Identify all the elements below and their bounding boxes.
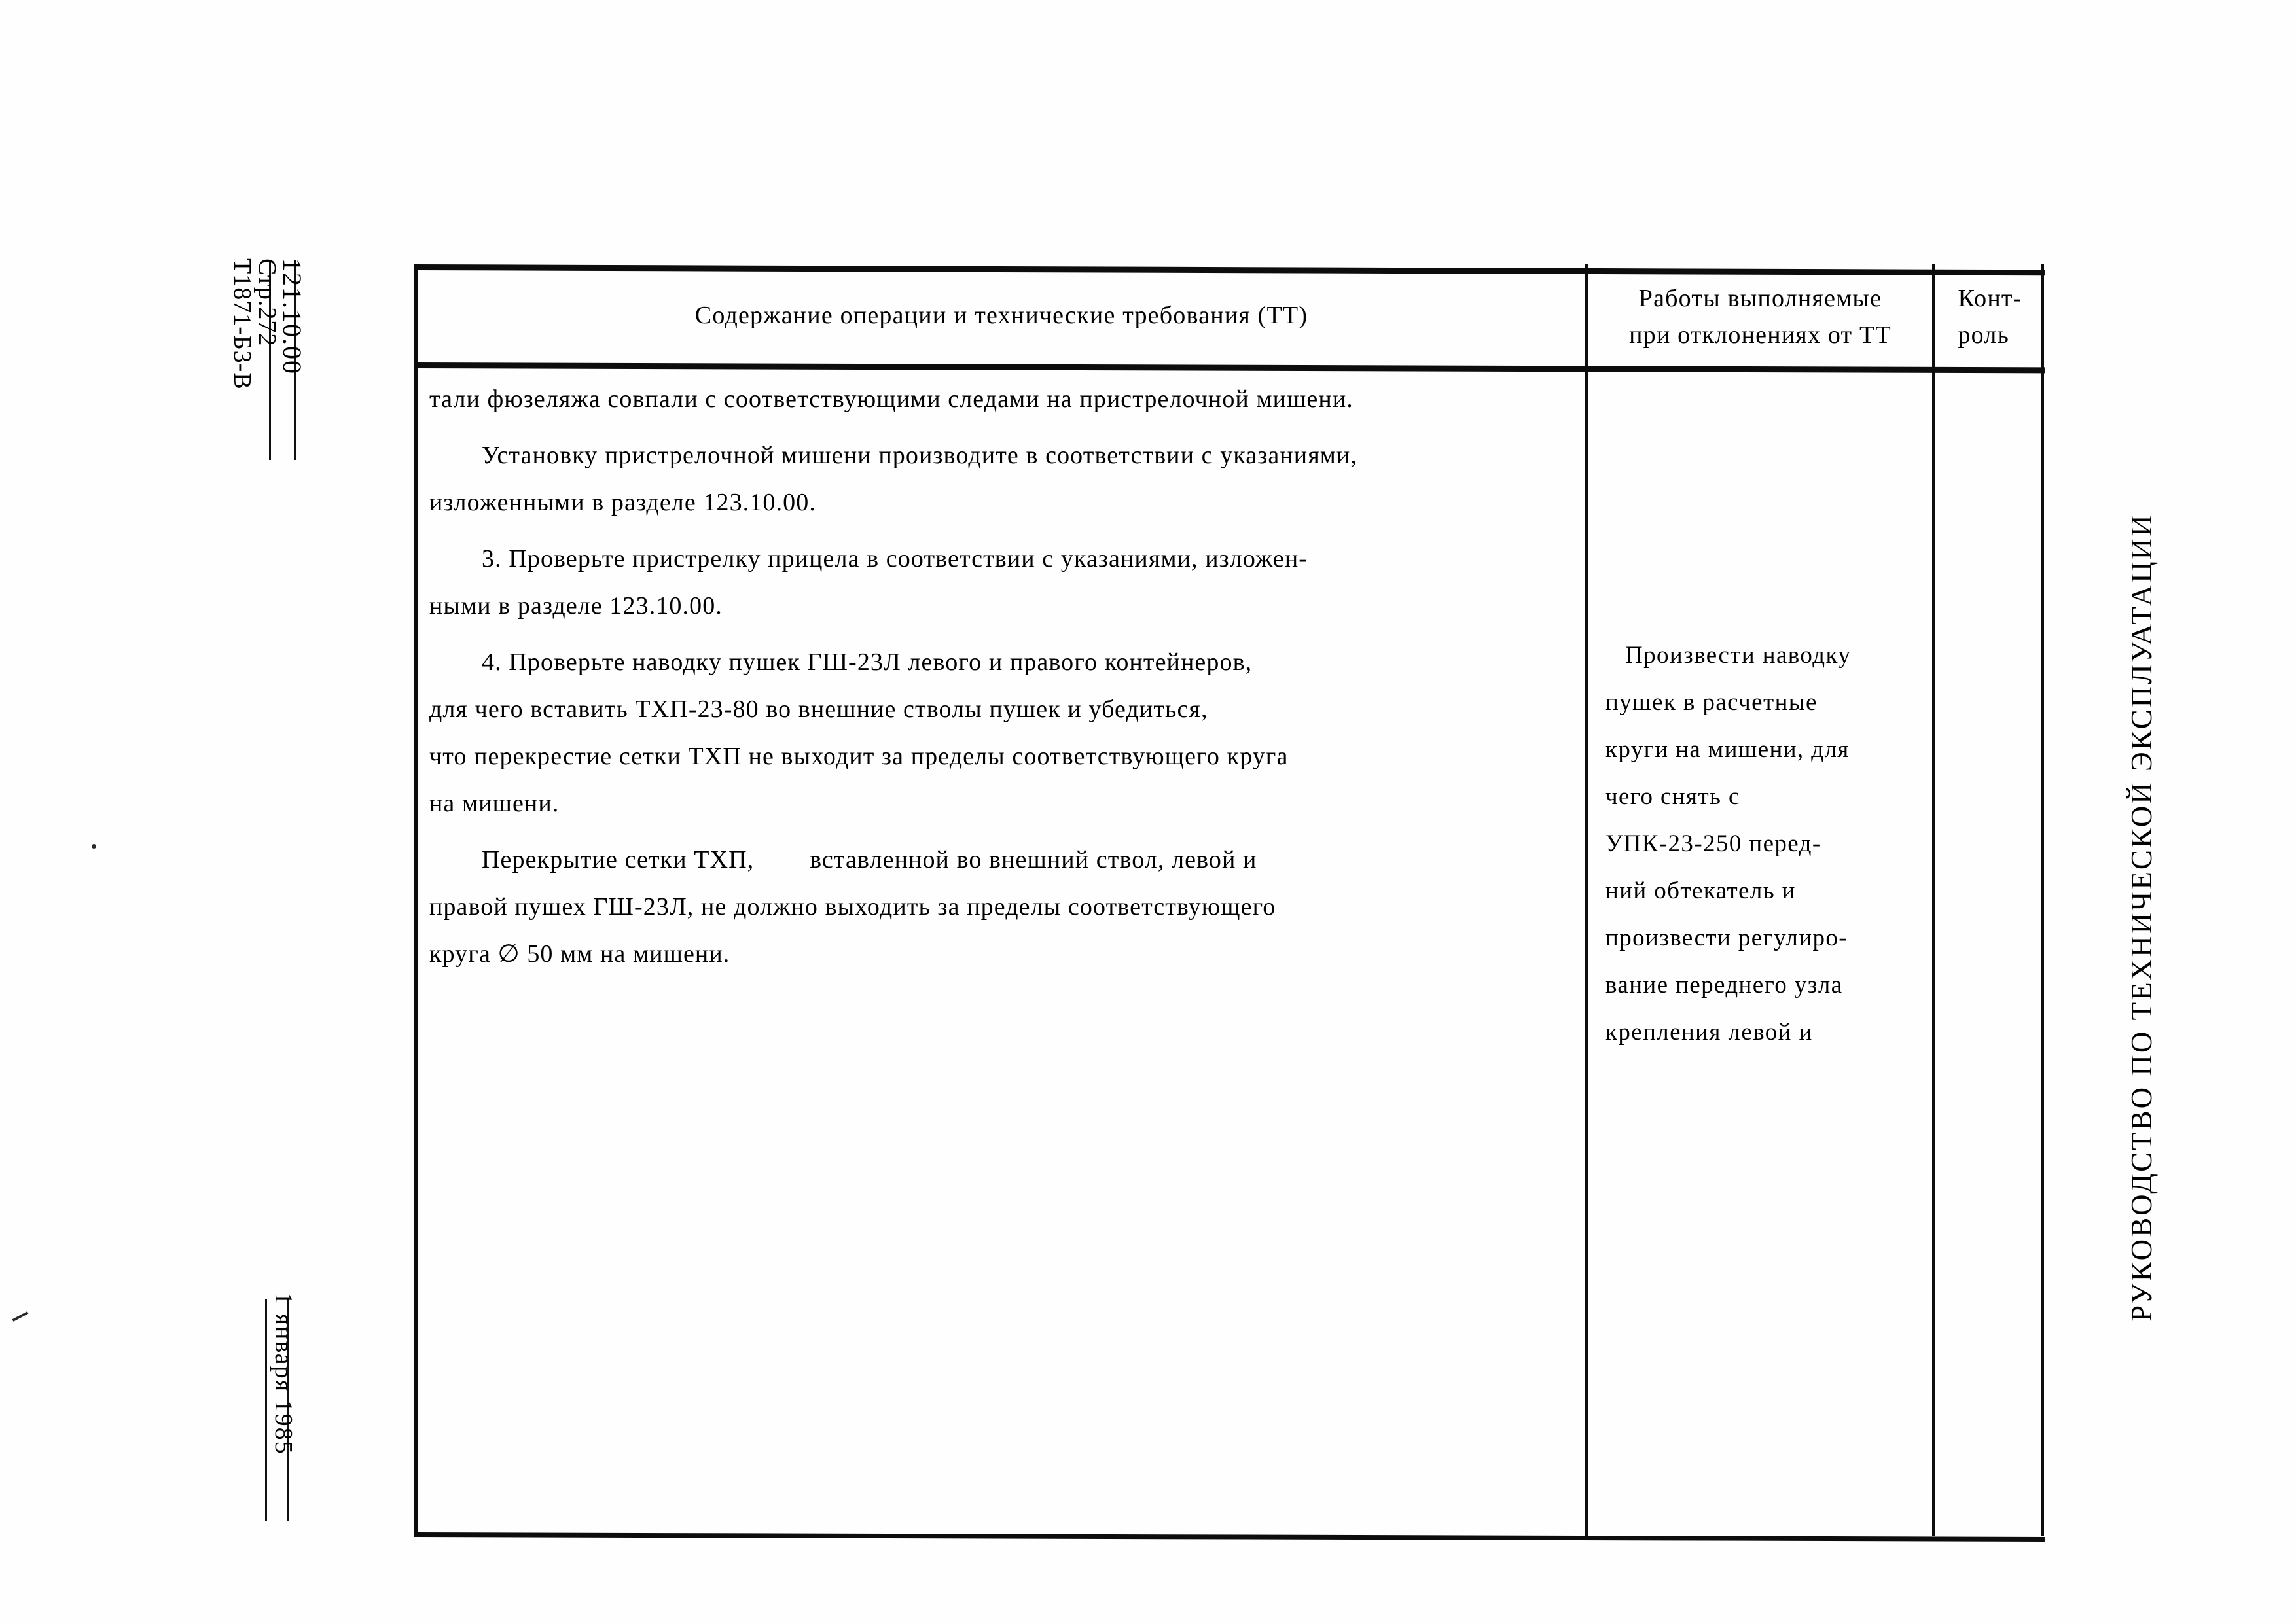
deviations-line: пушек в расчетные <box>1605 689 1818 716</box>
scan-speck <box>92 844 96 849</box>
cell-operations <box>418 376 1585 978</box>
cell-deviations <box>1588 376 1932 1056</box>
column-header-control <box>1935 271 2041 362</box>
column-header-control-label <box>1954 280 2022 353</box>
deviations-line: ний обтекатель и <box>1605 877 1796 904</box>
operations-line: ными в разделе 123.10.00. <box>429 592 723 620</box>
running-title: РУКОВОДСТВО ПО ТЕХНИЧЕСКОЙ ЭКСПЛУАТАЦИИ <box>2125 513 2158 1322</box>
column-header-deviations-line1: Работы выполняемые <box>1638 284 1882 312</box>
deviations-text-block <box>1588 632 1932 1056</box>
table-border-right <box>2041 264 2044 1536</box>
table-column-divider-2 <box>1932 264 1935 1536</box>
column-header-deviations-label <box>1629 280 1892 353</box>
operations-line: 3. Проверьте пристрелку прицела в соответствии с указаниями, изложен- <box>482 545 1308 573</box>
operations-line: правой пушех ГШ-23Л, не должно выходить за пределы соответствующего <box>429 893 1276 921</box>
manual-code: Т1871-Б3-В <box>228 258 256 390</box>
operations-line: круга ∅ 50 мм на мишени. <box>429 940 730 968</box>
scan-speck <box>12 1311 29 1322</box>
deviations-line: произвести регулиро- <box>1605 925 1848 951</box>
column-header-deviations <box>1588 271 1932 362</box>
deviations-line: круги на мишени, для <box>1605 736 1850 763</box>
operations-line: что перекрестие сетки ТХП не выходит за пределы соответствующего круга <box>429 743 1289 770</box>
operations-line: Установку пристрелочной мишени производите в соответствии с указаниями, <box>482 442 1357 469</box>
operations-table <box>414 264 2045 1536</box>
date-rule-outer <box>265 1299 267 1521</box>
table-header-divider <box>414 362 2045 373</box>
table-border-bottom <box>414 1532 2045 1542</box>
operations-line: тали фюзеляжа совпали с соответствующими следами на пристрелочной мишени. <box>429 385 1354 413</box>
column-header-control-line2: роль <box>1958 321 2010 349</box>
deviations-line: крепления левой и <box>1605 1019 1813 1046</box>
operations-line: для чего вставить ТХП-23-80 во внешние стволы пушек и убедиться, <box>429 696 1208 723</box>
column-header-operations <box>418 271 1585 362</box>
deviations-line: чего снять с <box>1605 783 1740 810</box>
column-header-deviations-line2: при отклонениях от ТТ <box>1629 321 1892 349</box>
operations-line: изложенными в разделе 123.10.00. <box>429 489 816 516</box>
issue-date: 1 января 1985 <box>270 1292 297 1455</box>
document-code: 121.10.00 <box>278 258 307 375</box>
operations-line: на мишени. <box>429 790 560 817</box>
column-header-control-line1: Конт- <box>1958 284 2022 312</box>
deviations-line: УПК-23-250 перед- <box>1605 830 1821 857</box>
page-number: Стр.272 <box>253 258 281 347</box>
operations-line: 4. Проверьте наводку пушек ГШ-23Л левого и правого контейнеров, <box>482 648 1253 676</box>
column-header-operations-label: Содержание операции и технические требования (ТТ) <box>694 301 1308 329</box>
deviations-line: Произвести наводку <box>1625 642 1852 669</box>
deviations-line: вание переднего узла <box>1605 972 1843 998</box>
operations-line: Перекрытие сетки ТХП, вставленной во внешний ствол, левой и <box>482 846 1257 874</box>
